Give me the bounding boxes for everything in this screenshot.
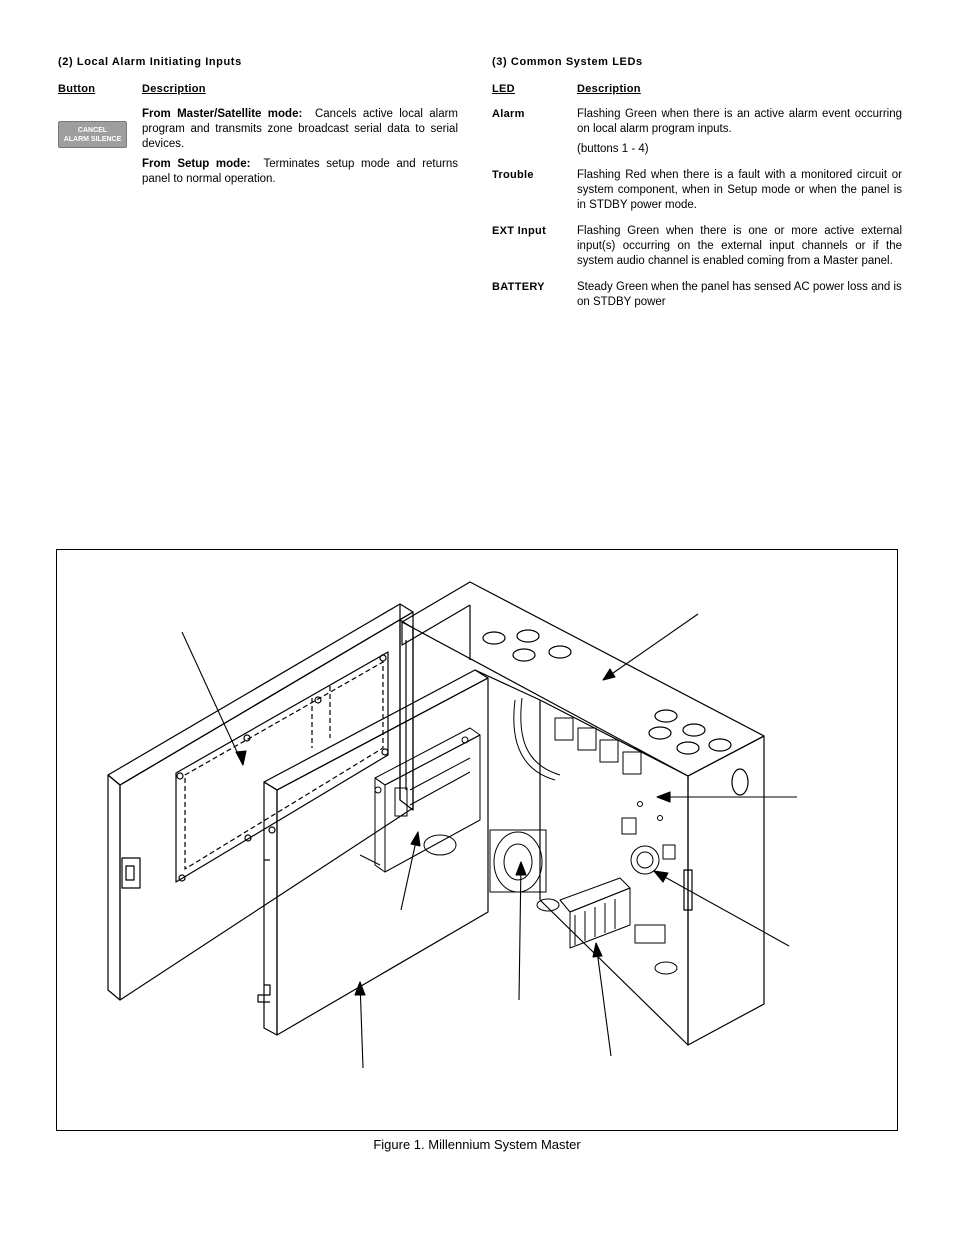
led-name: BATTERY bbox=[492, 281, 545, 293]
led-description-text: Flashing Red when there is a fault with a monitored circuit or system component, when in Setup mode or when the panel is in STDBY power mode. bbox=[577, 169, 902, 211]
led-description-text: Flashing Green when there is one or more active external input(s) occurring on the external input channels or if the system audio channel is enabled coming from a Master panel. bbox=[577, 225, 902, 267]
header-led: LED bbox=[492, 83, 515, 95]
outer-door bbox=[108, 604, 413, 1000]
entry-lead: From Master/Satellite mode: bbox=[142, 108, 303, 120]
section-title-common-leds: (3) Common System LEDs bbox=[492, 56, 643, 68]
entry-text: Terminates setup mode and returns panel to normal operation. bbox=[142, 158, 458, 185]
section-title-local-alarm: (2) Local Alarm Initiating Inputs bbox=[58, 56, 242, 68]
enclosure bbox=[400, 582, 764, 1045]
led-description-text: Steady Green when the panel has sensed AC power loss and is on STDBY power bbox=[577, 281, 902, 308]
button-image-label-2: ALARM SILENCE bbox=[63, 136, 122, 143]
button-image-label-1: CANCEL bbox=[77, 127, 108, 134]
led-note: (buttons 1 - 4) bbox=[577, 143, 649, 155]
circuit-board bbox=[360, 728, 480, 872]
led-name: Trouble bbox=[492, 169, 534, 181]
led-description-text: Flashing Green when there is an active alarm event occurring on local alarm program inputs. bbox=[577, 108, 902, 135]
led-name: EXT Input bbox=[492, 225, 547, 237]
header-description: Description bbox=[142, 83, 206, 95]
internal-components bbox=[490, 698, 677, 974]
header-description: Description bbox=[577, 83, 641, 95]
header-button: Button bbox=[58, 83, 96, 95]
led-name: Alarm bbox=[492, 108, 525, 120]
entry-text: Cancels active local alarm program and transmits zone broadcast serial data to serial devices. bbox=[142, 108, 458, 150]
inner-door bbox=[258, 670, 488, 1035]
entry-lead: From Setup mode: bbox=[142, 158, 251, 170]
figure-caption: Figure 1. Millennium System Master bbox=[373, 1137, 581, 1152]
